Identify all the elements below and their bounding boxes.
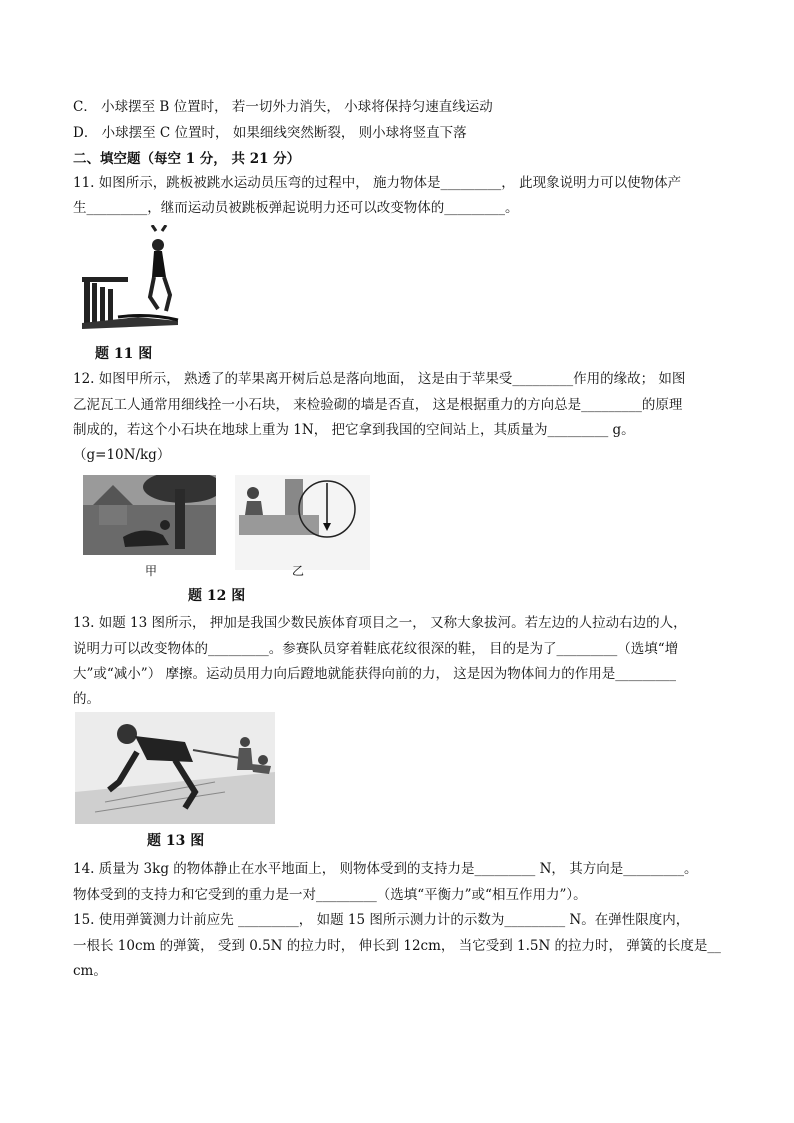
- q15-line1: 15. 使用弹簧测力计前应先 _________， 如题 15 图所示测力计的示数为_________ N。在弹性限度内，: [73, 912, 690, 928]
- q13-line2: 说明力可以改变物体的_________。参赛队员穿着鞋底花纹很深的鞋， 目的是为了_________（选填“增: [73, 641, 679, 657]
- figure-12-yi-plumb-line: [235, 475, 370, 570]
- figure-12-jia-apple-tree: [83, 475, 216, 555]
- q11-line2: 生_________，继而运动员被跳板弹起说明力还可以改变物体的_________。: [73, 200, 519, 216]
- q11-line1: 11. 如图所示，跳板被跳水运动员压弯的过程中， 施力物体是_________， 此现象说明力可以使物体产: [73, 175, 682, 191]
- option-d: D． 小球摆至 C 位置时， 如果细线突然断裂， 则小球将竖直下落: [73, 125, 467, 141]
- option-c: C． 小球摆至 B 位置时， 若一切外力消失， 小球将保持匀速直线运动: [73, 99, 493, 115]
- figure-13-elephant-tug: [75, 712, 275, 824]
- q13-line4: 的。: [73, 691, 100, 707]
- q15-line2: 一根长 10cm 的弹簧， 受到 0.5N 的拉力时， 伸长到 12cm， 当它受到 1.5N 的拉力时， 弹簧的长度是__: [73, 938, 721, 954]
- figure-13-caption: 题 13 图: [147, 833, 205, 849]
- q12-line1: 12. 如图甲所示， 熟透了的苹果离开树后总是落向地面， 这是由于苹果受_________作用的缘故； 如图: [73, 371, 686, 387]
- q12-line2: 乙泥瓦工人通常用细线拴一小石块， 来检验砌的墙是否直， 这是根据重力的方向总是_________的原理: [73, 397, 683, 413]
- section-heading: 二、填空题（每空 1 分， 共 21 分）: [73, 151, 301, 167]
- q12-line4: （g=10N/kg）: [73, 447, 171, 463]
- q14-line1: 14. 质量为 3kg 的物体静止在水平地面上， 则物体受到的支持力是_________ N， 其方向是_________。: [73, 861, 698, 877]
- figure-11-diver: [78, 225, 188, 335]
- q12-line3: 制成的，若这个小石块在地球上重为 1N， 把它拿到我国的空间站上，其质量为_________ g。: [73, 422, 635, 438]
- q13-line1: 13. 如题 13 图所示， 押加是我国少数民族体育项目之一， 又称大象拔河。若左边的人拉动右边的人，: [73, 615, 687, 631]
- q15-line3: cm。: [73, 963, 107, 979]
- q14-line2: 物体受到的支持力和它受到的重力是一对_________（选填“平衡力”或“相互作用力”）。: [73, 887, 587, 903]
- figure-11-caption: 题 11 图: [95, 346, 153, 362]
- figure-12-jia-label: 甲: [145, 564, 158, 578]
- figure-12-yi-label: 乙: [292, 564, 305, 578]
- q13-line3: 大”或“减小”） 摩擦。运动员用力向后蹬地就能获得向前的力， 这是因为物体间力的作用是_________: [73, 666, 677, 682]
- figure-12-caption: 题 12 图: [188, 588, 246, 604]
